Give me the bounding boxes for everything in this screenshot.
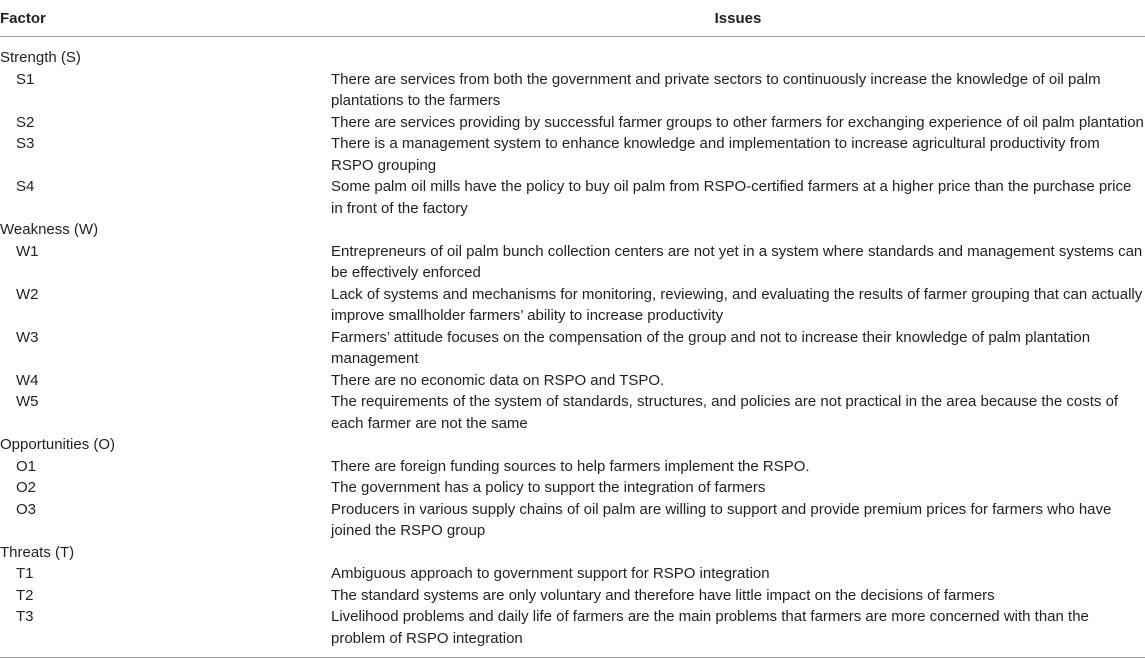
issue-text: Producers in various supply chains of oil palm are willing to support and provide premium prices for farmers who have joined the RSPO group (331, 500, 1112, 539)
issue-text: The requirements of the system of standards, structures, and policies are not practical in the area because the costs of each farmer are not the same (331, 393, 1119, 432)
factor-code: W4 (16, 371, 39, 389)
header-factor: Factor (0, 0, 331, 37)
table-row (0, 391, 1145, 434)
factor-code: W1 (16, 242, 39, 260)
issue-text: Some palm oil mills have the policy to buy oil palm from RSPO-certified farmers at a higher price than the purchase price in front of the factory (331, 178, 1132, 217)
group-row (0, 434, 1145, 456)
factor-code: S3 (16, 135, 35, 152)
factor-code: O2 (16, 479, 37, 496)
header-issues: Issues (331, 0, 1145, 37)
factor-code: O1 (16, 457, 37, 475)
table-row (0, 606, 1145, 649)
issue-text: Ambiguous approach to government support for RSPO integration (331, 565, 770, 582)
table-row (0, 563, 1145, 585)
issue-text: Farmers’ attitude focuses on the compensation of the group and not to increase their knowledge of palm plantation management (331, 328, 1091, 367)
issue-text: Entrepreneurs of oil palm bunch collection centers are not yet in a system where standards and management systems can be effectively enforced (331, 242, 1143, 281)
group-row (0, 219, 1145, 241)
factor-code: W3 (16, 328, 39, 346)
factor-code: S4 (16, 178, 35, 195)
table-row (0, 69, 1145, 112)
group-row (0, 542, 1145, 564)
issue-text: There are services from both the government and private sectors to continuously increase the knowledge of oil palm plantations to the farmers (331, 70, 1101, 109)
table-row (0, 585, 1145, 607)
bottom-rule-cell (0, 649, 1145, 658)
issue-text: There are foreign funding sources to help farmers implement the RSPO. (331, 457, 810, 475)
group-label: Opportunities (O) (0, 436, 116, 453)
issue-text: The government has a policy to support the integration of farmers (331, 479, 766, 496)
table-row (0, 499, 1145, 542)
group-label: Threats (T) (0, 543, 75, 561)
table-row (0, 241, 1145, 284)
issue-text: There are no economic data on RSPO and TSPO. (331, 371, 665, 389)
factor-code: T2 (16, 586, 34, 604)
factor-code: S1 (16, 70, 35, 88)
group-label: Strength (S) (0, 49, 81, 66)
table-row (0, 112, 1145, 134)
factor-code: W2 (16, 285, 39, 303)
group-row (0, 37, 1145, 69)
table-body (0, 37, 1145, 658)
table-row (0, 456, 1145, 478)
factor-code: T3 (16, 608, 34, 625)
issue-text: The standard systems are only voluntary and therefore have little impact on the decisions of farmers (331, 586, 995, 604)
issue-text: Lack of systems and mechanisms for monitoring, reviewing, and evaluating the results of farmer grouping that can actually improve smallholder farmers’ ability to increase productivity (331, 285, 1143, 324)
table-row (0, 133, 1145, 176)
factor-code: W5 (16, 393, 39, 410)
table-row (0, 370, 1145, 392)
table-row (0, 176, 1145, 219)
header-row (0, 0, 1145, 37)
table-row (0, 477, 1145, 499)
factor-code: T1 (16, 565, 34, 582)
issue-text: There are services providing by successful farmer groups to other farmers for exchanging experience of oil palm plantation (331, 113, 1144, 131)
factor-code: S2 (16, 113, 35, 131)
issue-text: There is a management system to enhance knowledge and implementation to increase agricultural productivity from RSPO grouping (331, 135, 1100, 174)
factor-code: O3 (16, 500, 37, 518)
table-row (0, 284, 1145, 327)
issue-text: Livelihood problems and daily life of farmers are the main problems that farmers are more concerned with than the problem of RSPO integration (331, 608, 1089, 647)
group-label: Weakness (W) (0, 221, 99, 238)
bottom-rule (0, 649, 1145, 658)
table-row (0, 327, 1145, 370)
